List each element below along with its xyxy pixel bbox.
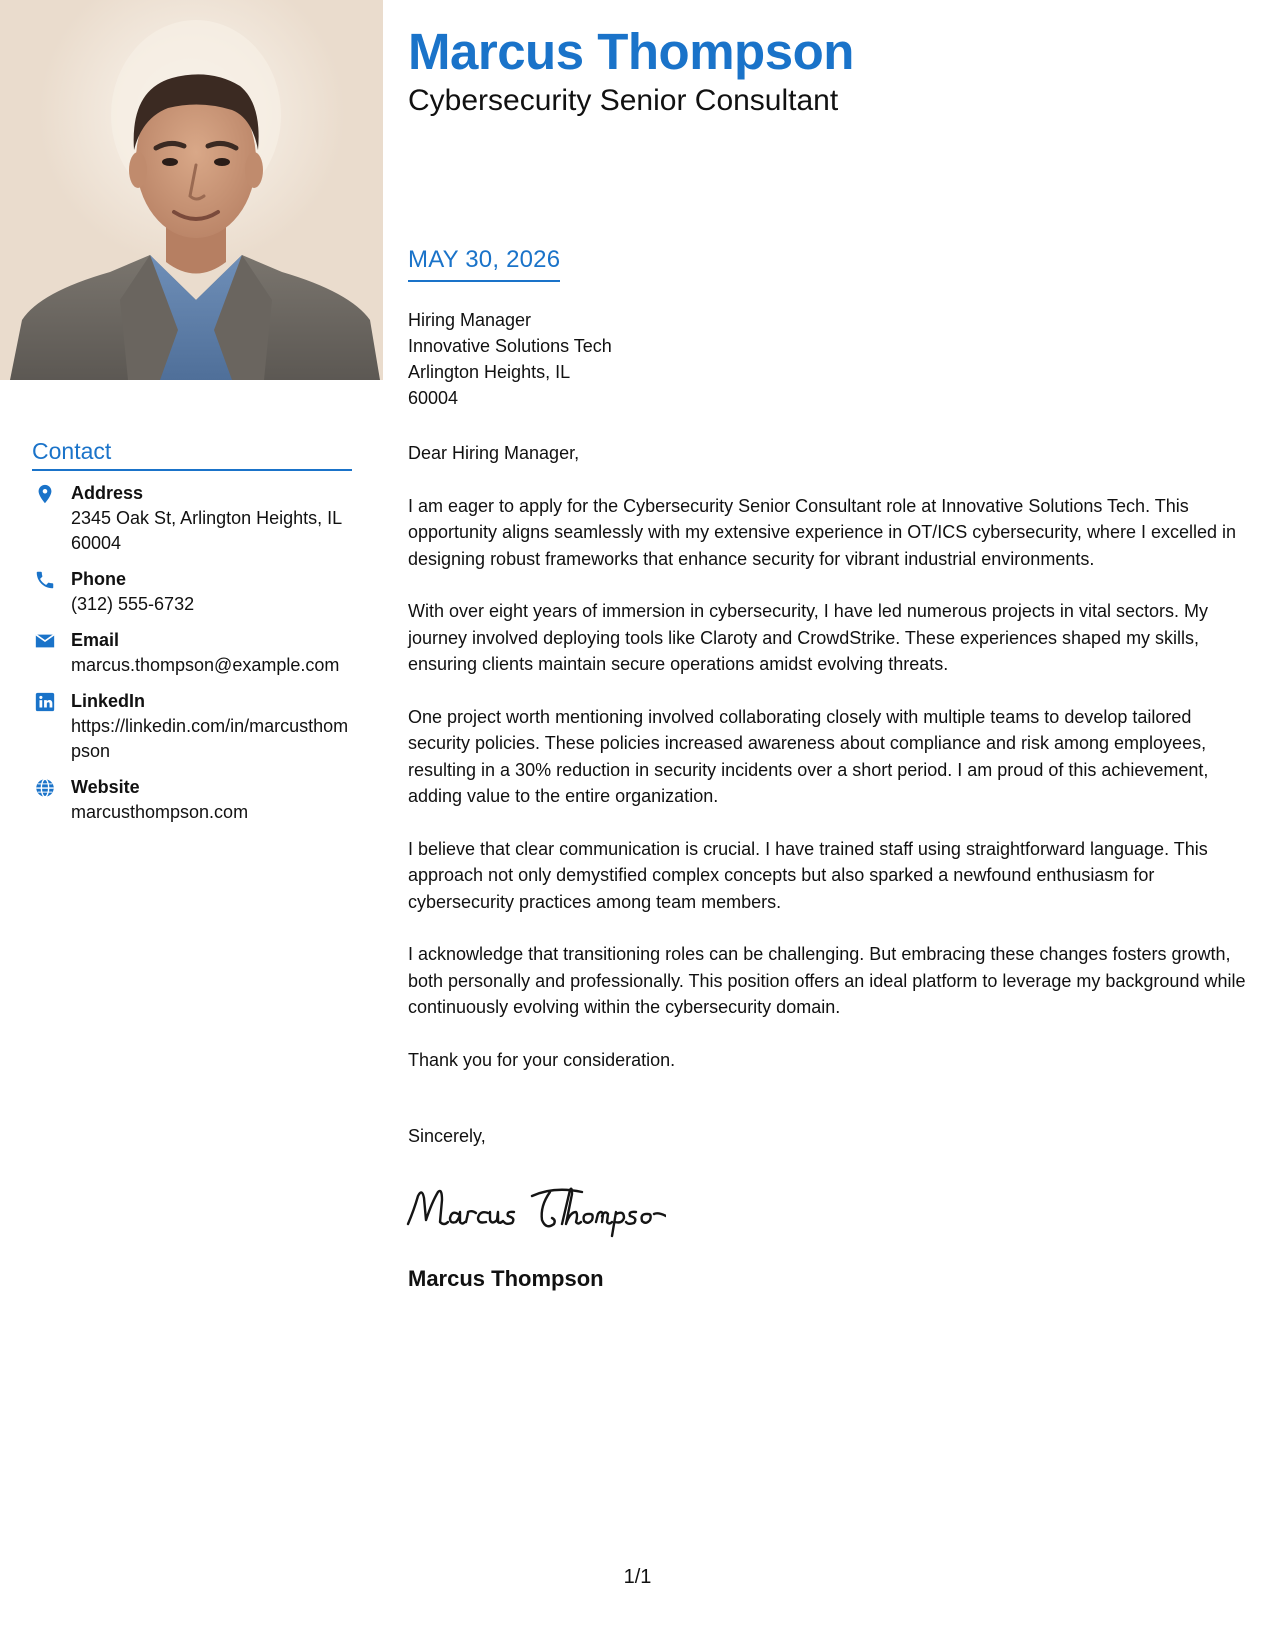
linkedin-label: LinkedIn — [71, 691, 146, 711]
signer-name: Marcus Thompson — [408, 1266, 604, 1291]
closing: Sincerely, — [408, 1126, 486, 1146]
paragraph-3: One project worth mentioning involved collaborating closely with multiple teams to develop tailored security policies. These policies increased awareness about compliance and risk among employees, resulting in a 30% reduction in security incidents over a short period. I am proud of this achievement, adding value to the entire organization. — [408, 706, 1209, 806]
address-label: Address — [71, 483, 144, 503]
thanks-line: Thank you for your consideration. — [408, 1049, 676, 1070]
paragraph-2: With over eight years of immersion in cybersecurity, I have led numerous projects in vital sectors. My journey involved deploying tools like Claroty and CrowdStrike. These experiences shaped my skills, ensuring clients maintain secure operations amidst evolving threats. — [408, 601, 1208, 674]
letter-body — [408, 440, 1248, 1099]
header — [408, 22, 1250, 120]
letter-date: MAY 30, 2026 — [408, 246, 560, 282]
portrait-photo-icon — [0, 0, 383, 380]
paragraph-5: I acknowledge that transitioning roles can be challenging. But embracing these changes fosters growth, both personally and professionally. This position offers an ideal platform to leverage my background while continuously evolving within the cybersecurity domain. — [408, 944, 1246, 1017]
paragraph-4: I believe that clear communication is crucial. I have trained staff using straightforward language. This approach not only demystified complex concepts but also sparked a newfound enthusiasm for cybersecurity practices among team members. — [408, 838, 1208, 912]
recipient-zip: 60004 — [408, 388, 459, 408]
contact-heading: Contact — [32, 438, 352, 471]
recipient-block — [408, 307, 612, 411]
linkedin-value[interactable]: https://linkedin.com/in/marcusthompson — [71, 716, 349, 761]
recipient-name: Hiring Manager — [408, 310, 532, 330]
location-pin-icon — [34, 483, 56, 505]
contact-email — [32, 628, 352, 678]
contact-linkedin — [32, 689, 352, 764]
website-value[interactable]: marcusthompson.com — [71, 802, 249, 822]
linkedin-icon — [34, 691, 56, 713]
email-icon — [34, 630, 56, 652]
greeting: Dear Hiring Manager, — [408, 443, 580, 463]
email-value[interactable]: marcus.thompson@example.com — [71, 655, 340, 675]
recipient-company: Innovative Solutions Tech — [408, 336, 612, 356]
contact-website — [32, 775, 352, 825]
handwritten-signature — [404, 1180, 666, 1238]
page-number: 1/1 — [623, 1566, 652, 1588]
globe-icon — [34, 777, 56, 799]
profile-photo — [0, 0, 383, 380]
contact-phone — [32, 567, 352, 617]
website-label: Website — [71, 777, 140, 797]
recipient-city: Arlington Heights, IL — [408, 362, 571, 382]
email-label: Email — [71, 630, 120, 650]
contact-address — [32, 481, 352, 556]
signature-icon — [404, 1180, 666, 1238]
phone-icon — [34, 569, 56, 591]
job-title: Cybersecurity Senior Consultant — [408, 84, 839, 117]
address-value: 2345 Oak St, Arlington Heights, IL 60004 — [71, 508, 342, 553]
phone-value: (312) 555-6732 — [71, 594, 195, 614]
phone-label: Phone — [71, 569, 127, 589]
paragraph-1: I am eager to apply for the Cybersecurity Senior Consultant role at Innovative Solutions Tech. This opportunity aligns seamlessly with my extensive experience in OT/ICS cybersecurity, where I excelled in designing robust frameworks that enhance security for vibrant industrial environments. — [408, 495, 1237, 569]
applicant-name: Marcus Thompson — [408, 23, 854, 80]
contact-section — [32, 438, 352, 836]
